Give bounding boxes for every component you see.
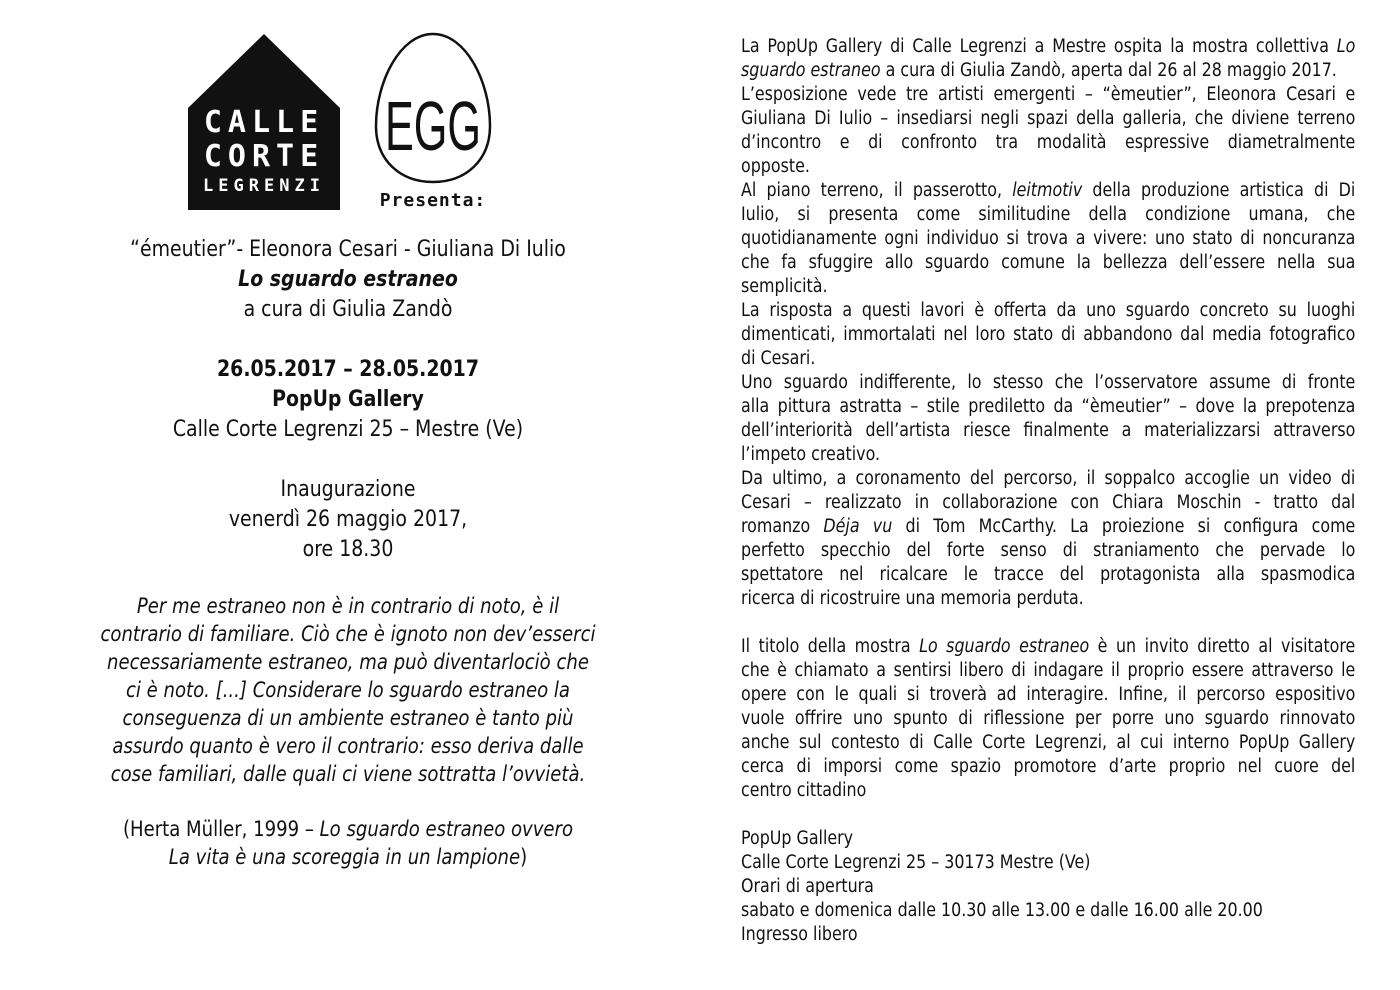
text-line: spettatore nel ricalcare le tracce del protagonista alla spasmodica xyxy=(741,564,1356,585)
info-admission: Ingresso libero xyxy=(741,924,858,945)
text-line: cerca di imporsi come spazio promotore d’arte proprio nel cuore del xyxy=(741,756,1356,777)
info-hours: sabato e domenica dalle 10.30 alle 13.00 e dalle 16.00 alle 20.00 xyxy=(741,900,1263,921)
logo-word-legrenzi: LEGRENZI xyxy=(203,176,325,196)
herta-muller-quote xyxy=(83,592,613,788)
text-line xyxy=(741,515,1355,539)
gallery-name: PopUp Gallery xyxy=(272,387,424,412)
exhibition-dates: 26.05.2017 – 28.05.2017 xyxy=(216,357,480,382)
text-line: quotidianamente ogni individuo si trova a vivere: uno stato di noncuranza xyxy=(741,228,1356,249)
curator-line: a cura di Giulia Zandò xyxy=(243,297,453,322)
logo-word-calle: CALLE xyxy=(203,105,325,140)
text-line: centro cittadino xyxy=(741,780,867,801)
text-run-italic: sguardo estraneo xyxy=(741,60,881,81)
text-line: semplicità. xyxy=(741,276,828,297)
citation-author: (Herta Müller, 1999 – xyxy=(123,817,320,841)
quote-line: cose familiari, dalle quali ci viene sottratta l’ovvietà. xyxy=(110,762,586,786)
text-run: a cura di Giulia Zandò, aperta dal 26 al 28 maggio 2017. xyxy=(880,60,1337,81)
text-line: ricerca di ricostruire una memoria perduta. xyxy=(741,588,1084,609)
text-line: che è chiamato a sentirsi libero di indagare il proprio essere attraverso le xyxy=(741,660,1356,681)
text-line: di Cesari. xyxy=(741,348,816,369)
citation-book-title: Lo sguardo estraneo ovvero xyxy=(319,817,573,841)
text-line: vuole offrire uno spunto di riflessione per porre uno sguardo rinnovato xyxy=(741,708,1356,729)
exhibition-description xyxy=(741,35,1355,947)
text-line xyxy=(741,35,1355,59)
text-line: dimenticati, immortalati nel loro stato di abbandono dal media fotografico xyxy=(741,324,1356,345)
quote-line: conseguenza di un ambiente estraneo è tanto più xyxy=(122,706,574,730)
calle-corte-legrenzi-logo-text xyxy=(188,106,340,198)
quote-line: Per me estraneo non è in contrario di noto, è il xyxy=(136,594,560,618)
text-line: l’impeto creativo. xyxy=(741,444,881,465)
citation-close: ) xyxy=(520,845,528,869)
text-line: alla pittura astratta – stile prediletto da “èmeutier” – dove la prepotenza xyxy=(741,396,1356,417)
egg-logo xyxy=(374,32,492,184)
egg-logo-text: EGG xyxy=(385,87,481,165)
citation-line-2 xyxy=(83,843,613,871)
citation-book-subtitle: La vita è una scoreggia in un lampione xyxy=(168,845,521,869)
text-line: L’esposizione vede tre artisti emergenti – “èmeutier”, Eleonora Cesari e xyxy=(741,84,1356,105)
text-run: La PopUp Gallery di Calle Legrenzi a Mestre ospita la mostra collettiva xyxy=(741,36,1337,57)
text-line xyxy=(741,635,1355,659)
text-run: Al piano terreno, il passerotto, xyxy=(741,180,1013,201)
text-line: che fa sfuggire allo sguardo comune la bellezza dell’essere nella sua xyxy=(741,252,1356,273)
text-line: Giuliana Di Iulio – insediarsi negli spazi della galleria, che diviene terreno xyxy=(741,108,1356,129)
text-line: dell’interiorità dell’artista riesce finalmente a materializzarsi attraverso xyxy=(741,420,1356,441)
presenta-label: Presenta: xyxy=(379,190,487,211)
paragraph-gap xyxy=(741,611,1355,635)
info-address: Calle Corte Legrenzi 25 – 30173 Mestre (Ve) xyxy=(741,852,1091,873)
text-line: Cesari – realizzato in collaborazione con Chiara Moschin - tratto dal xyxy=(741,492,1356,513)
text-run: Il titolo della mostra xyxy=(741,636,920,657)
exhibition-title: Lo sguardo estraneo xyxy=(238,267,458,292)
text-line: Da ultimo, a coronamento del percorso, il soppalco accoglie un video di xyxy=(741,468,1356,489)
text-line xyxy=(741,59,1355,83)
text-line: opposte. xyxy=(741,156,810,177)
quote-line: contrario di familiare. Ciò che è ignoto non dev’esserci xyxy=(100,622,596,646)
inauguration-label: Inaugurazione xyxy=(280,477,416,502)
quote-line: assurdo quanto è vero il contrario: esso deriva dalle xyxy=(112,734,584,758)
quote-citation xyxy=(83,815,613,871)
artists-line: “émeutier”- Eleonora Cesari - Giuliana Di Iulio xyxy=(130,237,566,262)
text-line: Iulio, si presenta come similitudine della condizione umana, che xyxy=(741,204,1356,225)
text-line: opere con le quali si troverà ad interagire. Infine, il percorso espositivo xyxy=(741,684,1356,705)
text-line: anche sul contesto di Calle Corte Legrenzi, al cui interno PopUp Gallery xyxy=(741,732,1356,753)
logo-word-corte: CORTE xyxy=(203,139,325,174)
text-run-italic: Déja vu xyxy=(823,516,893,537)
text-line: d’incontro e di confronto tra modalità espressive diametralmente xyxy=(741,132,1356,153)
text-line xyxy=(741,179,1355,203)
text-run: della produzione artistica di Di xyxy=(1082,180,1356,201)
text-run-italic: leitmotiv xyxy=(1012,180,1083,201)
text-line: Uno sguardo indifferente, lo stesso che l’osservatore assume di fronte xyxy=(741,372,1356,393)
text-line: perfetto specchio del forte senso di straniamento che pervade lo xyxy=(741,540,1356,561)
text-line: La risposta a questi lavori è offerta da uno sguardo concreto su luoghi xyxy=(741,300,1356,321)
text-run-italic: Lo xyxy=(1336,36,1356,57)
paragraph-gap xyxy=(741,803,1355,827)
text-run: è un invito diretto al visitatore xyxy=(1089,636,1356,657)
info-hours-label: Orari di apertura xyxy=(741,876,874,897)
text-run-italic: Lo sguardo estraneo xyxy=(919,636,1090,657)
text-run: romanzo xyxy=(741,516,824,537)
inauguration-time: ore 18.30 xyxy=(302,537,394,562)
citation-line-1 xyxy=(83,815,613,843)
inauguration-date: venerdì 26 maggio 2017, xyxy=(228,507,468,532)
gallery-address: Calle Corte Legrenzi 25 – Mestre (Ve) xyxy=(172,417,524,442)
text-run: di Tom McCarthy. La proiezione si configura come xyxy=(892,516,1356,537)
quote-line: ci è noto. [...] Considerare lo sguardo estraneo la xyxy=(125,678,570,702)
quote-line: necessariamente estraneo, ma può diventarlociò che xyxy=(107,650,589,674)
info-gallery-name: PopUp Gallery xyxy=(741,828,854,849)
